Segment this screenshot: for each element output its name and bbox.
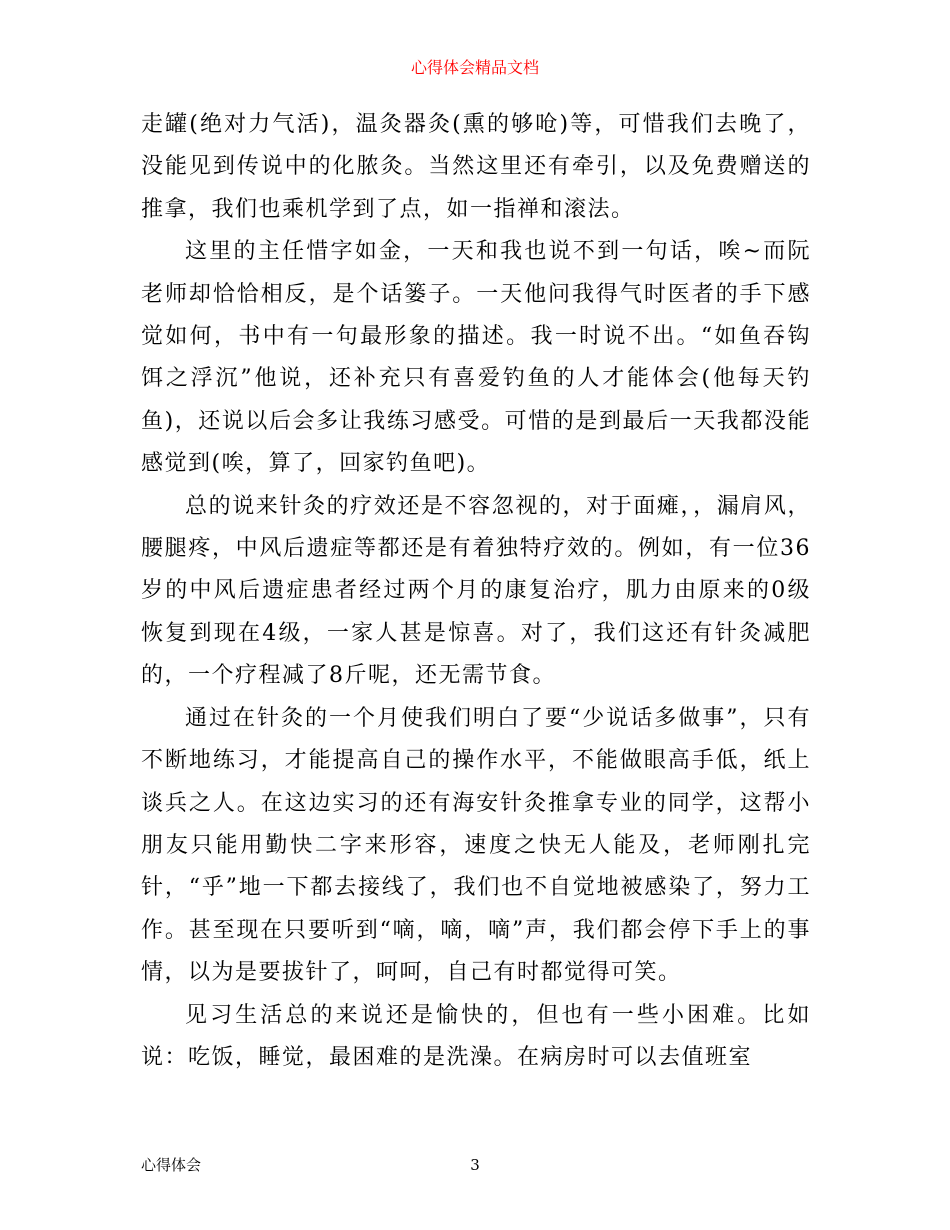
document-body (141, 104, 811, 1079)
footer-label: 心得体会 (141, 1156, 202, 1174)
paragraph: 见习生活总的来说还是愉快的，但也有一些小困难。比如说：吃饭，睡觉，最困难的是洗澡。在病房时可以去值班室 (141, 1002, 811, 1070)
paragraph: 通过在针灸的一个月使我们明白了要“少说话多做事”，只有不断地练习，才能提高自己的操作水平，不能做眼高手低，纸上谈兵之人。在这边实习的还有海安针灸推拿专业的同学，这帮小朋友只能用勤快二字来形容，速度之快无人能及，老师刚扎完针，“乎”地一下都去接线了，我们也不自觉地被感染了，努力工作。甚至现在只要听到“嘀，嘀，嘀”声，我们都会停下手上的事情，以为是要拔针了，呵呵，自己有时都觉得可笑。 (141, 705, 811, 986)
paragraph: 这里的主任惜字如金，一天和我也说不到一句话，唉~而阮老师却恰恰相反，是个话篓子。一天他问我得气时医者的手下感觉如何，书中有一句最形象的描述。我一时说不出。“如鱼吞钩饵之浮沉”他说，还补充只有喜爱钓鱼的人才能体会(他每天钓鱼)，还说以后会多让我练习感受。可惜的是到最后一天我都没能感觉到(唉，算了，回家钓鱼吧)。 (141, 239, 811, 477)
paragraph: 总的说来针灸的疗效还是不容忽视的，对于面瘫，，漏肩风，腰腿疼，中风后遗症等都还是有着独特疗效的。例如，有一位36岁的中风后遗症患者经过两个月的康复治疗，肌力由原来的0级恢复到现在4级，一家人甚是惊喜。对了，我们这还有针灸减肥的，一个疗程减了8斤呢，还无需节食。 (141, 493, 811, 689)
footer-page-number: 3 (470, 1156, 480, 1174)
paragraph-continued: 走罐(绝对力气活)，温灸器灸(熏的够呛)等，可惜我们去晚了，没能见到传说中的化脓灸。当然这里还有牵引，以及免费赠送的推拿，我们也乘机学到了点，如一指禅和滚法。 (141, 112, 811, 222)
document-header-title: 心得体会精品文档 (410, 58, 539, 77)
